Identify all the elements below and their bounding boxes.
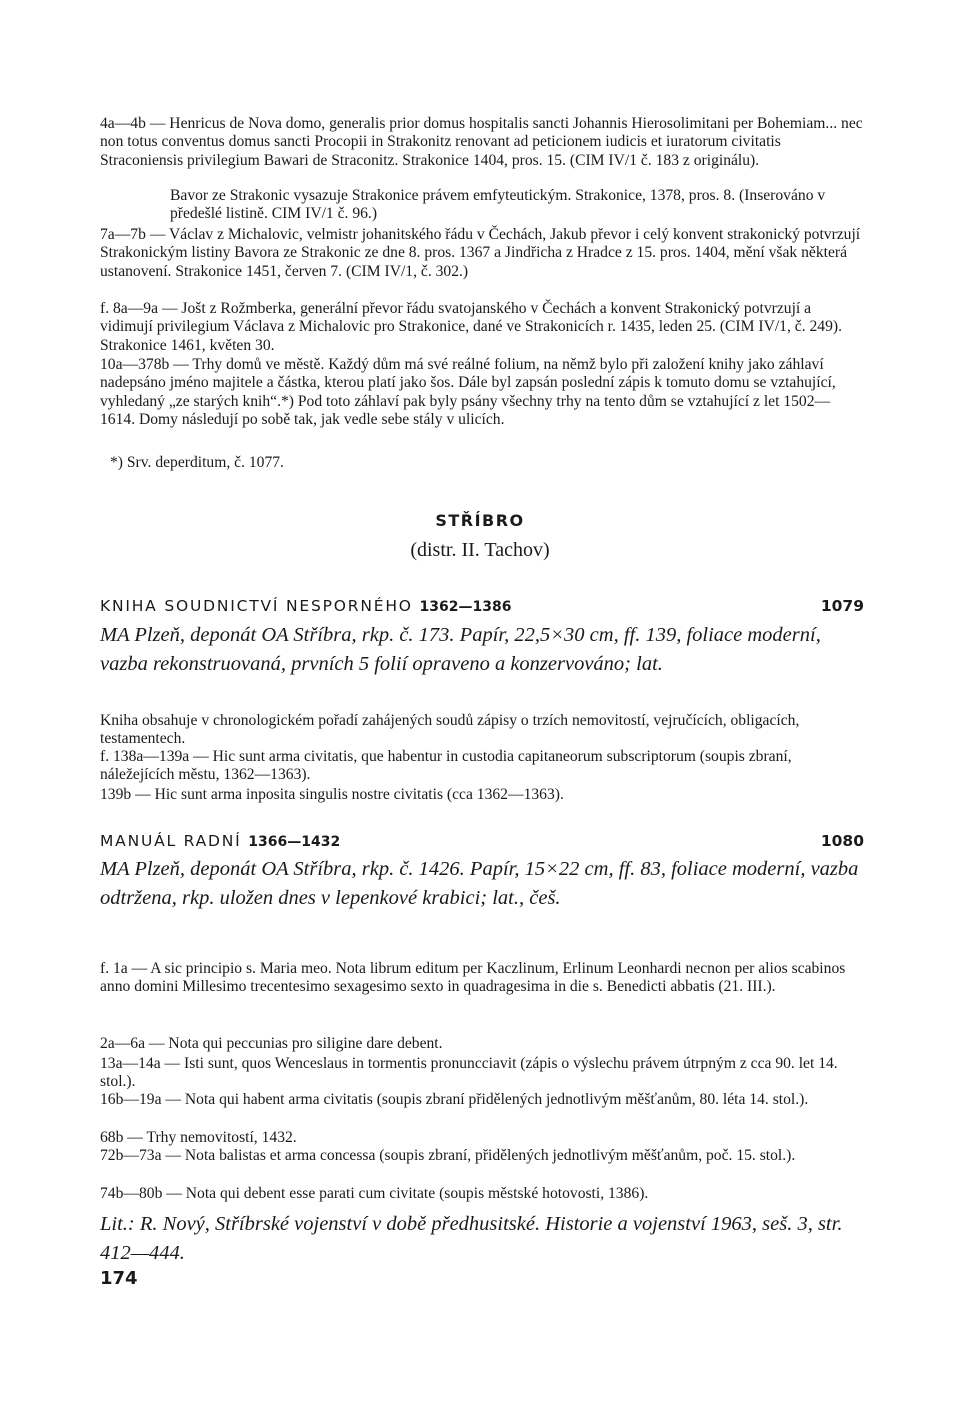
- entry-text: Bavor ze Strakonic vysazuje Strakonice právem emfyteutickým. Strakonice, 1378, pros. 8. (Inserováno v předešlé listině. CIM IV/1 č. 96.): [170, 187, 826, 223]
- entry-10a-378b: [100, 356, 864, 430]
- row-folio: f. 1a: [100, 960, 128, 977]
- entry-folio: 7a—7b: [100, 226, 146, 243]
- section-1080-row-2: [100, 1035, 864, 1053]
- entry-4a-4b-insert: [170, 187, 864, 224]
- section-number: 1079: [820, 597, 864, 615]
- section-1079-source: MA Plzeň, deponát OA Stříbra, rkp. č. 173. Papír, 22,5×30 cm, ff. 139, foliace moderní, vazba rekonstruovaná, prvních 5 folií opraveno a konzervováno; lat.: [100, 624, 821, 675]
- entry-folio: 10a—378b: [100, 356, 170, 373]
- row-text: — Trhy nemovitostí, 1432.: [127, 1129, 297, 1146]
- section-1079-row-2: [100, 786, 864, 804]
- entry-text: — Henricus de Nova domo, generalis prior domus hospitalis sancti Johannis Hierosolimitani per Bohemiam... nec non totus conventus domus sancti Procopii in Strakonitz renovant ad peticionem iudicis et iuratorum civitatis Straconiensis privilegium Bawari de Straconitz. Strakonice 1404, pros. 15. (CIM IV/1 č. 183 z originálu).: [100, 115, 863, 169]
- row-text: — Isti sunt, quos Wenceslaus in tormentis pronuncciavit (zápis o výslechu právem útrpným z cca 90. let 14. stol.).: [100, 1055, 838, 1091]
- section-years: 1366—1432: [248, 834, 341, 850]
- entry-text: — Jošt z Rožmberka, generální převor řádu svatojanského v Čechách a konvent Strakonický potvrzují a vidimují privilegium Václava z Michalovic pro Strakonice, dané ve Strakonicích r. 1435, leden 25. (CIM IV/1, č. 249). Strakonice 1461, květen 30.: [100, 300, 842, 354]
- row-text: — Hic sunt arma civitatis, que habentur in custodia capitaneorum subscriptorum (soupis zbraní, náležejících městu, 1362—1363).: [100, 748, 792, 784]
- row-folio: 74b—80b: [100, 1185, 163, 1202]
- row-folio: 139b: [100, 786, 132, 803]
- district-subtitle: (distr. II. Tachov): [410, 539, 550, 561]
- section-1080-source: MA Plzeň, deponát OA Stříbra, rkp. č. 1426. Papír, 15×22 cm, ff. 83, foliace moderní, vazba odtržena, rkp. uložen dnes v lepenkové krabici; lat., češ.: [100, 858, 859, 909]
- row-folio: 16b—19a: [100, 1091, 162, 1108]
- section-number: 1080: [820, 832, 864, 850]
- row-text: — A sic principio s. Maria meo. Nota librum editum per Kaczlinum, Erlinum Leonhardi necnon per alios scabinos anno domini Millesimo trecentesimo sexagesimo sexto in quadragesima in die s. Benedicti abbatis (21. III.).: [100, 960, 846, 996]
- section-1080-row-4: [100, 1091, 864, 1109]
- section-1080-row-7: [100, 1185, 864, 1203]
- row-text: — Nota qui habent arma civitatis (soupis zbraní přidělených jednotlivým měšťanům, 80. léta 14. stol.).: [165, 1091, 809, 1108]
- section-1079-row-1: [100, 748, 864, 785]
- row-text: — Nota qui debent esse parati cum civitate (soupis městské hotovosti, 1386).: [166, 1185, 649, 1202]
- section-title: MANUÁL RADNÍ: [100, 832, 242, 850]
- row-folio: 13a—14a: [100, 1055, 161, 1072]
- city-title: STŘÍBRO: [435, 511, 525, 530]
- footnote: *) Srv. deperditum, č. 1077.: [110, 454, 284, 471]
- row-text: — Nota balistas et arma concessa (soupis zbraní, přidělených jednotlivým měšťanům, poč. 15. stol.).: [165, 1147, 796, 1164]
- section-1080-row-3: [100, 1055, 864, 1092]
- section-1080-row-6: [100, 1147, 864, 1165]
- section-heading-1080: [100, 832, 864, 850]
- entry-7a-7b: [100, 226, 864, 281]
- page-number: 174: [100, 1268, 138, 1289]
- row-folio: 72b—73a: [100, 1147, 162, 1164]
- section-title: KNIHA SOUDNICTVÍ NESPORNÉHO: [100, 597, 413, 615]
- section-1079-description: Kniha obsahuje v chronologickém pořadí zahájených soudů zápisy o trzích nemovitostí, vejručících, obligacích, testamentech.: [100, 712, 800, 748]
- entry-4a-4b: [100, 115, 864, 170]
- entry-folio: f. 8a—9a: [100, 300, 159, 317]
- row-folio: f. 138a—139a: [100, 748, 190, 765]
- row-text: — Nota qui peccunias pro siligine dare debent.: [148, 1035, 443, 1052]
- literature-reference: Lit.: R. Nový, Stříbrské vojenství v době předhusitské. Historie a vojenství 1963, seš. 3, str. 412—444.: [100, 1213, 843, 1264]
- entry-folio: 4a—4b: [100, 115, 146, 132]
- section-years: 1362—1386: [419, 599, 512, 615]
- row-folio: 68b: [100, 1129, 124, 1146]
- entry-text: — Trhy domů ve městě. Každý dům má své reálné folium, na němž bylo při založení knihy jako záhlaví nadepsáno jméno majitele a částka, kterou platí jako šos. Dále byl zapsán poslední zápis k tomuto domu se vztahující, vyhledaný „ze starých knih“.*) Pod toto záhlaví pak byly psány všechny trhy na tento dům se vztahující z let 1502—1614. Domy následují po sobě tak, jak vedle sebe stály v ulicích.: [100, 356, 836, 429]
- entry-text: — Václav z Michalovic, velmistr johanitského řádu v Čechách, Jakub převor i celý konvent strakonický potvrzují Strakonickým listiny Bavora ze Strakonic ze dne 8. pros. 1367 a Jindřicha z Hradce z 15. pros. 1404, mění však některá ustanovení. Strakonice 1451, červen 7. (CIM IV/1, č. 302.): [100, 226, 861, 280]
- section-1080-row-5: [100, 1129, 864, 1147]
- entry-8a-9a: [100, 300, 864, 355]
- row-text: — Hic sunt arma inposita singulis nostre civitatis (cca 1362—1363).: [135, 786, 564, 803]
- section-heading-1079: [100, 597, 864, 615]
- row-folio: 2a—6a: [100, 1035, 146, 1052]
- section-1080-row-1: [100, 960, 864, 997]
